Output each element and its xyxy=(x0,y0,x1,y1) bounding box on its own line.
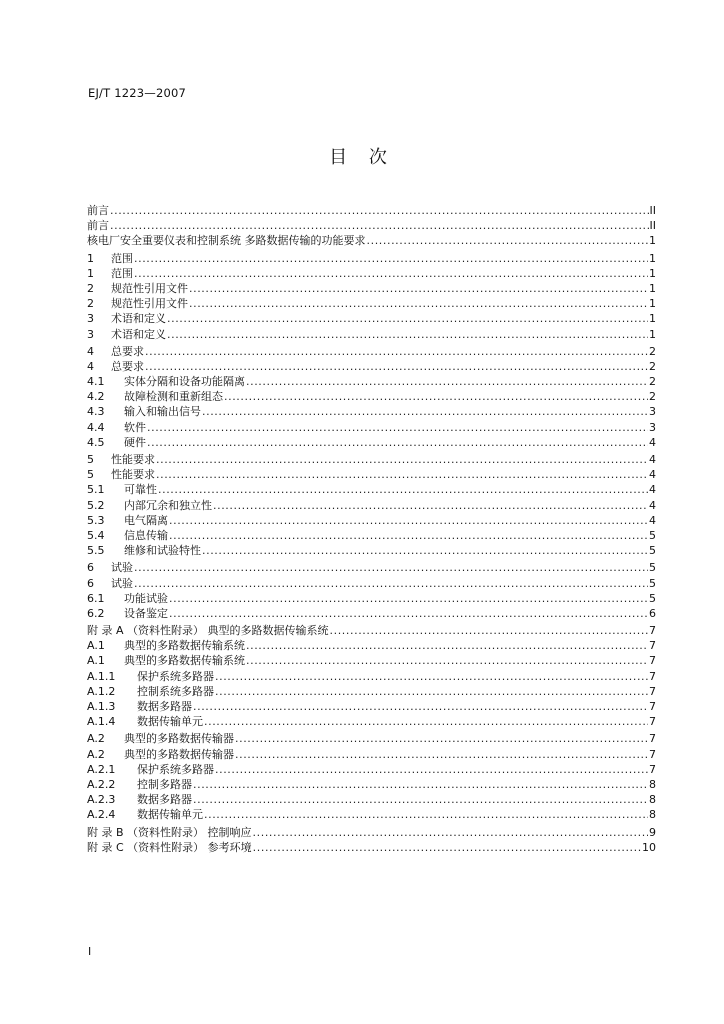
toc-entry-title: 数据多路器 xyxy=(137,793,192,807)
toc-entry-title: 范围 xyxy=(111,251,133,265)
toc-entry-number: 5.2 xyxy=(87,498,105,512)
toc-leader-dots xyxy=(193,777,648,792)
toc-entry[interactable] xyxy=(87,638,656,653)
toc-entry-title: 功能试验 xyxy=(124,591,168,605)
toc-entry-number: 6.2 xyxy=(87,606,105,620)
toc-entry-page: 5 xyxy=(649,576,656,590)
toc-entry-title: 设备鉴定 xyxy=(124,606,168,620)
toc-entry-page: 2 xyxy=(649,344,656,358)
toc-leader-dots xyxy=(224,389,648,404)
page-number: I xyxy=(88,945,92,958)
toc-entry[interactable] xyxy=(87,404,656,419)
toc-entry-page: 4 xyxy=(649,468,656,482)
toc-leader-dots xyxy=(145,359,648,374)
toc-entry[interactable] xyxy=(87,591,656,606)
toc-entry-title: 控制多路器 xyxy=(137,777,192,791)
toc-entry[interactable] xyxy=(87,543,656,558)
toc-entry[interactable] xyxy=(87,606,656,621)
toc-entry-title: 试验 xyxy=(111,576,133,590)
toc-entry-number: 6 xyxy=(87,561,94,575)
toc-leader-dots xyxy=(202,543,648,558)
toc-entry-title: 实体分隔和设备功能隔离 xyxy=(124,375,245,389)
toc-leader-dots xyxy=(246,638,648,653)
toc-leader-dots xyxy=(110,203,649,218)
toc-leader-dots xyxy=(169,591,648,606)
toc-entry[interactable] xyxy=(87,699,656,714)
toc-leader-dots xyxy=(235,747,648,762)
toc-leader-dots xyxy=(156,452,648,467)
toc-leader-dots xyxy=(193,699,648,714)
toc-leader-dots xyxy=(158,482,648,497)
toc-leader-dots xyxy=(134,576,648,591)
toc-leader-dots xyxy=(253,840,641,855)
toc-leader-dots xyxy=(134,251,648,266)
toc-entry-number: 4.4 xyxy=(87,420,105,434)
toc-entry-page: 7 xyxy=(649,715,656,729)
toc-entry[interactable] xyxy=(87,281,656,296)
toc-entry-title: 性能要求 xyxy=(111,468,155,482)
toc-entry-number: 6.1 xyxy=(87,591,105,605)
toc-leader-dots xyxy=(367,233,649,248)
toc-entry-title: 数据传输单元 xyxy=(137,715,203,729)
toc-entry-page: 10 xyxy=(642,840,656,854)
toc-entry-page: 4 xyxy=(649,513,656,527)
toc-entry-title: 附 录 C （资料性附录） 参考环境 xyxy=(87,840,252,854)
toc-leader-dots xyxy=(246,653,648,668)
toc-entry-page: 7 xyxy=(649,700,656,713)
toc-entry-title: 前言 xyxy=(87,219,109,233)
toc-entry-number: 6 xyxy=(87,576,94,590)
toc-entry-page: 7 xyxy=(649,684,656,698)
toc-leader-dots xyxy=(110,218,649,233)
toc-leader-dots xyxy=(215,684,648,699)
toc-entry[interactable] xyxy=(87,807,656,822)
toc-entry-title: 典型的多路数据传输器 xyxy=(124,747,234,761)
toc-entry[interactable] xyxy=(87,251,656,266)
toc-leader-dots xyxy=(134,266,648,281)
toc-entry-page: 7 xyxy=(649,639,656,653)
toc-entry-page: 7 xyxy=(649,654,656,668)
toc-entry-number: 2 xyxy=(87,297,94,311)
toc-leader-dots xyxy=(169,528,648,543)
toc-entry-title: 术语和定义 xyxy=(111,312,166,326)
toc-entry-number: 2 xyxy=(87,281,94,295)
toc-entry-title: 维修和试验特性 xyxy=(124,544,201,558)
toc-entry-number: 4.1 xyxy=(87,375,105,389)
toc-entry-title: 规范性引用文件 xyxy=(111,297,188,311)
toc-entry-number: A.2.4 xyxy=(87,808,116,822)
toc-entry-number: A.2.2 xyxy=(87,777,116,791)
toc-leader-dots xyxy=(202,404,648,419)
toc-leader-dots xyxy=(167,327,648,342)
toc-entry-page: 7 xyxy=(649,669,656,683)
toc-leader-dots xyxy=(204,807,648,822)
toc-entry[interactable] xyxy=(87,344,656,359)
toc-entry-page: 5 xyxy=(649,544,656,558)
toc-entry-number: 4.3 xyxy=(87,405,105,419)
toc-entry[interactable] xyxy=(87,762,656,777)
toc-entry-number: A.1 xyxy=(87,654,105,668)
toc-entry-title: 试验 xyxy=(111,561,133,575)
toc-entry-number: A.2.3 xyxy=(87,793,116,807)
toc-entry-title: 性能要求 xyxy=(111,453,155,466)
toc-leader-dots xyxy=(330,623,648,638)
toc-entry-title: 控制系统多路器 xyxy=(137,684,214,698)
toc-entry-number: 5.5 xyxy=(87,544,105,558)
toc-entry-title: 附 录 A （资料性附录） 典型的多路数据传输系统 xyxy=(87,624,329,638)
toc-entry-title: 信息传输 xyxy=(124,528,168,542)
toc-entry-title: 附 录 B （资料性附录） 控制响应 xyxy=(87,825,252,839)
toc-entry-title: 典型的多路数据传输系统 xyxy=(124,654,245,668)
toc-entry-title: 故障检测和重新组态 xyxy=(124,390,223,404)
toc-entry-number: 4.5 xyxy=(87,435,105,449)
toc-entry-page: 1 xyxy=(649,327,656,341)
toc-entry[interactable] xyxy=(87,266,656,281)
toc-entry-page: 1 xyxy=(649,312,656,326)
toc-entry-title: 数据传输单元 xyxy=(137,808,203,822)
toc-entry-page: 8 xyxy=(649,777,656,791)
toc-entry[interactable] xyxy=(87,840,656,855)
toc-leader-dots xyxy=(169,513,648,528)
toc-entry[interactable] xyxy=(87,684,656,699)
toc-entry[interactable] xyxy=(87,714,656,729)
toc-entry-number: A.1.3 xyxy=(87,700,116,713)
toc-entry-number: A.1.2 xyxy=(87,684,116,698)
toc-entry[interactable] xyxy=(87,653,656,668)
toc-entry-page: 8 xyxy=(649,793,656,807)
toc-entry-page: 1 xyxy=(649,251,656,265)
toc-entry[interactable] xyxy=(87,777,656,792)
toc-entry[interactable] xyxy=(87,311,656,326)
toc-entry-page: 8 xyxy=(649,808,656,822)
toc-entry[interactable] xyxy=(87,233,656,248)
toc-entry-page: 2 xyxy=(649,390,656,404)
toc-entry-number: A.1.1 xyxy=(87,669,116,683)
toc-entry-number: A.1.4 xyxy=(87,715,116,729)
toc-leader-dots xyxy=(167,311,648,326)
toc-entry[interactable] xyxy=(87,669,656,684)
toc-entry[interactable] xyxy=(87,528,656,543)
toc-entry-page: 7 xyxy=(649,624,656,638)
toc-entry[interactable] xyxy=(87,747,656,762)
toc-entry-number: 5.3 xyxy=(87,513,105,527)
toc-entry-page: 7 xyxy=(649,762,656,776)
toc-entry-page: 7 xyxy=(649,747,656,761)
toc-entry-page: 1 xyxy=(649,234,656,248)
toc-leader-dots xyxy=(204,714,648,729)
table-of-contents xyxy=(87,203,656,855)
toc-entry-title: 范围 xyxy=(111,266,133,280)
toc-entry-title: 典型的多路数据传输器 xyxy=(124,732,234,746)
toc-entry-title: 规范性引用文件 xyxy=(111,281,188,295)
toc-entry[interactable] xyxy=(87,203,656,218)
toc-entry-title: 软件 xyxy=(124,420,146,434)
toc-entry-number: A.2.1 xyxy=(87,762,116,776)
toc-entry-title: 内部冗余和独立性 xyxy=(124,498,212,512)
toc-entry-title: 保护系统多路器 xyxy=(137,669,214,683)
toc-entry-number: 4 xyxy=(87,359,94,373)
toc-entry-title: 总要求 xyxy=(111,344,144,358)
toc-leader-dots xyxy=(189,281,648,296)
toc-entry-number: 5.4 xyxy=(87,528,105,542)
page-title: 目 次 xyxy=(329,147,395,168)
toc-entry-title: 核电厂安全重要仪表和控制系统 多路数据传输的功能要求 xyxy=(87,234,366,248)
toc-entry-page: 6 xyxy=(649,606,656,620)
toc-entry[interactable] xyxy=(87,623,656,638)
toc-entry[interactable] xyxy=(87,420,656,435)
toc-entry[interactable] xyxy=(87,560,656,575)
toc-entry-number: 5 xyxy=(87,468,94,482)
toc-entry[interactable] xyxy=(87,792,656,807)
toc-entry[interactable] xyxy=(87,825,656,840)
toc-entry[interactable] xyxy=(87,513,656,528)
toc-entry[interactable] xyxy=(87,731,656,746)
toc-entry-page: 2 xyxy=(649,359,656,373)
toc-entry[interactable] xyxy=(87,576,656,591)
toc-leader-dots xyxy=(246,374,648,389)
toc-entry[interactable] xyxy=(87,467,656,482)
toc-entry-page: 1 xyxy=(649,266,656,280)
toc-entry-title: 典型的多路数据传输系统 xyxy=(124,639,245,653)
toc-entry-number: A.1 xyxy=(87,639,105,653)
toc-entry-page: 9 xyxy=(649,825,656,839)
toc-entry[interactable] xyxy=(87,218,656,233)
toc-entry-page: 4 xyxy=(649,483,656,497)
toc-entry-page: 4 xyxy=(649,435,656,449)
toc-entry-title: 前言 xyxy=(87,204,109,217)
toc-entry-title: 电气隔离 xyxy=(124,513,168,527)
toc-entry-page: 2 xyxy=(649,375,656,389)
toc-entry[interactable] xyxy=(87,435,656,450)
toc-entry-number: 1 xyxy=(87,251,94,265)
toc-leader-dots xyxy=(134,560,648,575)
toc-entry-page: 1 xyxy=(649,281,656,295)
toc-entry-title: 可靠性 xyxy=(124,483,157,497)
toc-leader-dots xyxy=(235,731,648,746)
toc-entry[interactable] xyxy=(87,498,656,513)
toc-leader-dots xyxy=(189,296,648,311)
toc-entry-number: 4.2 xyxy=(87,390,105,404)
toc-entry-page: 7 xyxy=(649,732,656,746)
document-header: EJ/T 1223—2007 xyxy=(88,86,187,100)
toc-entry-number: 1 xyxy=(87,266,94,280)
toc-entry-title: 保护系统多路器 xyxy=(137,762,214,776)
toc-entry-page: 1 xyxy=(649,297,656,311)
toc-leader-dots xyxy=(193,792,648,807)
toc-entry-number: 3 xyxy=(87,312,94,326)
toc-entry-page: 4 xyxy=(649,498,656,512)
toc-entry-page: 4 xyxy=(649,453,656,466)
toc-leader-dots xyxy=(147,435,648,450)
toc-entry-page: 5 xyxy=(649,591,656,605)
toc-leader-dots xyxy=(253,825,648,840)
toc-entry-page: 5 xyxy=(649,528,656,542)
toc-entry-number: A.2 xyxy=(87,732,105,746)
toc-entry[interactable] xyxy=(87,389,656,404)
toc-entry-page: II xyxy=(649,219,656,233)
toc-entry-page: II xyxy=(649,204,656,217)
toc-entry-page: 5 xyxy=(649,561,656,575)
toc-entry-title: 数据多路器 xyxy=(137,700,192,713)
toc-entry[interactable] xyxy=(87,482,656,497)
toc-leader-dots xyxy=(145,344,648,359)
toc-entry-number: 5 xyxy=(87,453,94,466)
toc-leader-dots xyxy=(156,467,648,482)
toc-entry-title: 总要求 xyxy=(111,359,144,373)
toc-leader-dots xyxy=(215,762,648,777)
toc-entry[interactable] xyxy=(87,296,656,311)
toc-entry[interactable] xyxy=(87,374,656,389)
toc-entry[interactable] xyxy=(87,452,656,467)
toc-leader-dots xyxy=(169,606,648,621)
toc-entry-number: A.2 xyxy=(87,747,105,761)
toc-entry[interactable] xyxy=(87,359,656,374)
toc-leader-dots xyxy=(147,420,648,435)
toc-entry[interactable] xyxy=(87,327,656,342)
toc-entry-number: 4 xyxy=(87,344,94,358)
toc-entry-page: 3 xyxy=(649,405,656,419)
toc-leader-dots xyxy=(215,669,648,684)
toc-entry-title: 术语和定义 xyxy=(111,327,166,341)
toc-leader-dots xyxy=(213,498,648,513)
toc-entry-title: 输入和输出信号 xyxy=(124,405,201,419)
toc-entry-title: 硬件 xyxy=(124,435,146,449)
toc-entry-page: 3 xyxy=(649,420,656,434)
toc-entry-number: 5.1 xyxy=(87,483,105,497)
toc-entry-number: 3 xyxy=(87,327,94,341)
